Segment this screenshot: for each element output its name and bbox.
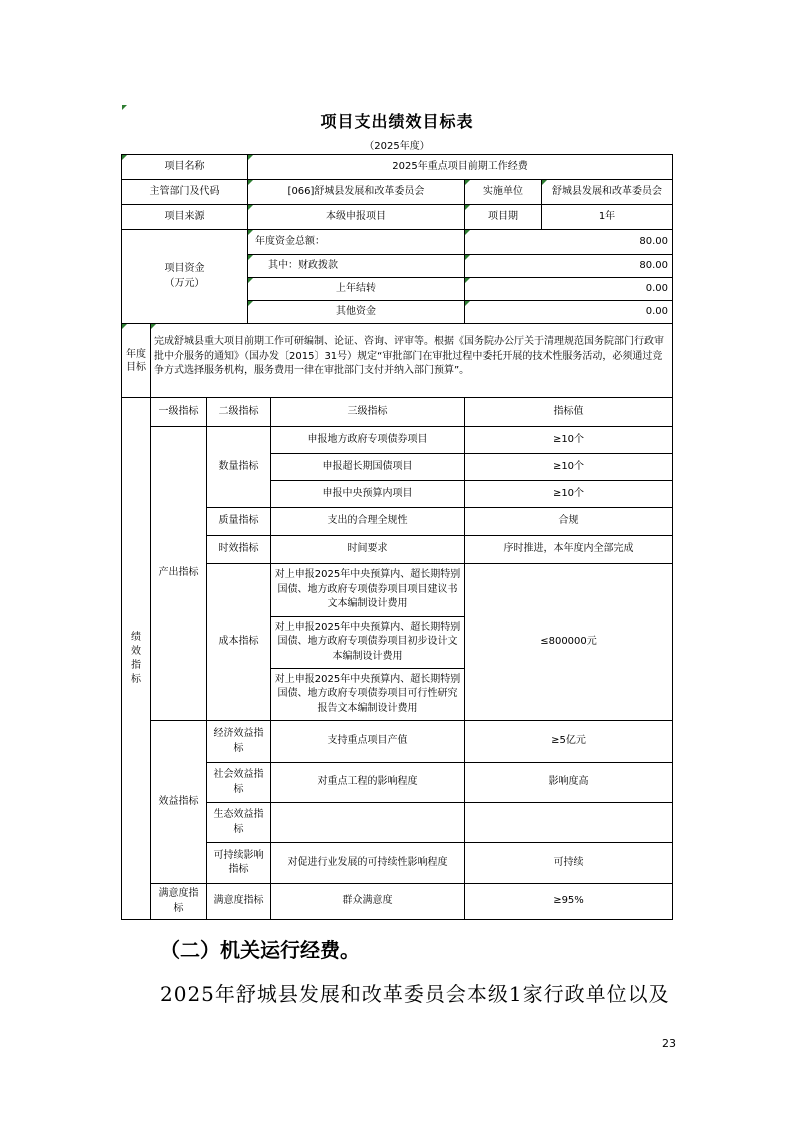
impl-value: 舒城县发展和改革委员会 xyxy=(552,185,662,197)
benefit-l3-2: 对重点工程的影响程度 xyxy=(317,776,418,788)
period-value: 1年 xyxy=(598,210,616,222)
project-name-value: 2025年重点项目前期工作经费 xyxy=(392,160,528,172)
quality-l3: 支出的合理全规性 xyxy=(327,515,408,527)
benefit-l3-3 xyxy=(271,803,464,842)
benefit-l3-4: 对促进行业发展的可持续性影响程度 xyxy=(287,856,448,868)
benefit-val-2: 影响度高 xyxy=(548,776,589,788)
funds-total-label: 年度资金总额： xyxy=(255,235,325,247)
funds-label: 项目资金 （万元） xyxy=(164,263,205,289)
funds-other-value: 0.00 xyxy=(645,305,668,317)
benefit-val-4: 可持续 xyxy=(553,856,584,868)
quantity-l3-3: 申报中央预算内项目 xyxy=(322,487,413,499)
period-label: 项目期 xyxy=(488,210,518,222)
perf-label: 绩 效 指 标 xyxy=(131,631,141,685)
funds-other-label: 其他资金 xyxy=(336,305,376,317)
hdr-value: 指标值 xyxy=(553,405,584,417)
cost-val: ≤800000元 xyxy=(540,635,597,647)
quality-val: 合规 xyxy=(558,515,579,527)
goal-text: 完成舒城县重大项目前期工作可研编制、论证、咨询、评审等。根据《国务院办公厅关于清理规范国务院部门行政审批中介服务的通知》（国办发〔2015〕31号）规定“审批部门在审批过程中委托开展的技术性服务活动，必须通过竞争方式选择服务机构，服务费用一律在审批部门支付并纳入部门预算”。 xyxy=(154,336,664,376)
funds-carryover-label: 上年结转 xyxy=(336,282,376,294)
benefit-val-1: ≥5亿元 xyxy=(551,735,586,747)
quantity-l3-1: 申报地方政府专项债券项目 xyxy=(307,433,428,445)
cost-l3-1: 对上申报2025年中央预算内、超长期特别国债、地方政府专项债券项目项目建议书文本编制设计费用 xyxy=(274,569,461,610)
cost-label: 成本指标 xyxy=(218,635,259,647)
quantity-val-3: ≥10个 xyxy=(552,487,585,499)
funds-fiscal-label: 其中：财政拨款 xyxy=(268,259,338,271)
quantity-label: 数量指标 xyxy=(218,460,259,472)
benefit-label: 效益指标 xyxy=(158,795,199,807)
quantity-l3-2: 申报超长期国债项目 xyxy=(322,460,413,472)
page-number: 23 xyxy=(662,1037,676,1050)
benefit-l2-1: 经济效益指标 xyxy=(213,728,264,754)
output-label: 产出指标 xyxy=(158,567,199,579)
cost-l3-2: 对上申报2025年中央预算内、超长期特别国债、地方政府专项债券项目初步设计文本编制设计费用 xyxy=(274,621,461,662)
time-val: 序时推进，本年度内全部完成 xyxy=(503,543,634,555)
hdr-level3: 三级指标 xyxy=(347,405,388,417)
table-year: （2025年度） xyxy=(364,140,430,152)
body-paragraph: 2025年舒城县发展和改革委员会本级1家行政单位以及 xyxy=(160,982,670,1006)
funds-carryover-value: 0.00 xyxy=(645,282,668,294)
goal-label: 年度 目标 xyxy=(126,348,146,373)
time-l3: 时间要求 xyxy=(347,543,388,555)
benefit-l2-2: 社会效益指标 xyxy=(213,769,264,795)
impl-label: 实施单位 xyxy=(483,185,523,197)
quantity-val-2: ≥10个 xyxy=(552,460,585,472)
benefit-val-3 xyxy=(465,803,672,842)
table-title: 项目支出绩效目标表 xyxy=(320,112,474,132)
funds-fiscal-value: 80.00 xyxy=(639,259,668,271)
benefit-l2-3: 生态效益指标 xyxy=(213,809,264,835)
hdr-level1: 一级指标 xyxy=(158,405,199,417)
satisfaction-l3: 群众满意度 xyxy=(342,895,393,907)
dept-value: [066]舒城县发展和改革委员会 xyxy=(287,185,425,197)
quality-label: 质量指标 xyxy=(218,515,259,527)
source-label: 项目来源 xyxy=(164,210,205,222)
source-value: 本级申报项目 xyxy=(326,210,386,222)
benefit-l2-4: 可持续影响指标 xyxy=(213,849,264,875)
time-label: 时效指标 xyxy=(218,543,259,555)
quantity-val-1: ≥10个 xyxy=(552,433,585,445)
satisfaction-l2: 满意度指标 xyxy=(213,895,264,907)
cost-l3-3: 对上申报2025年中央预算内、超长期特别国债、地方政府专项债券项目可行性研究报告文本编制设计费用 xyxy=(274,673,461,714)
satisfaction-val: ≥95% xyxy=(553,895,584,907)
dept-label: 主管部门及代码 xyxy=(149,185,220,197)
funds-total-value: 80.00 xyxy=(639,235,668,247)
benefit-l3-1: 支持重点项目产值 xyxy=(327,735,408,747)
satisfaction-l1: 满意度指标 xyxy=(158,888,199,914)
section-heading: （二）机关运行经费。 xyxy=(160,938,360,962)
project-name-label: 项目名称 xyxy=(164,160,205,172)
hdr-level2: 二级指标 xyxy=(218,405,259,417)
